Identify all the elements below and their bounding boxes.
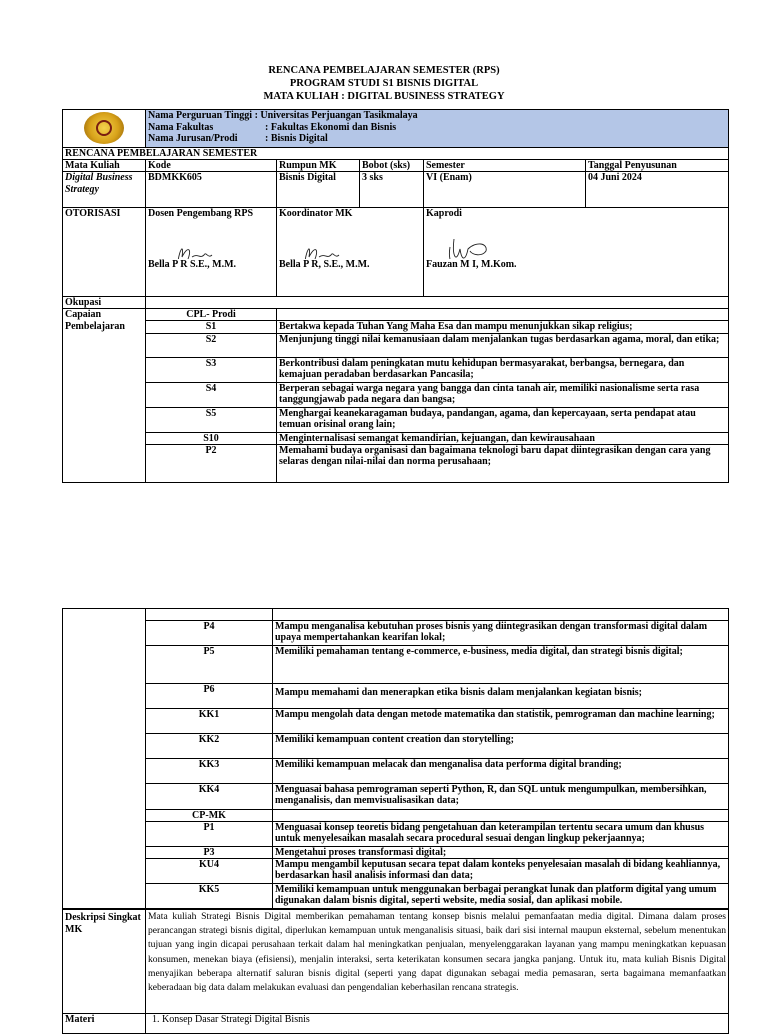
koordinator-name: Bella P R, S.E., M.M. [279, 259, 370, 270]
cpmk-text: Mengetahui proses transformasi digital; [273, 847, 729, 859]
cpmk-row [63, 847, 729, 859]
cp-code: S3 [146, 358, 277, 383]
cp-row [63, 709, 729, 734]
cp-code: S5 [146, 408, 277, 433]
dosen-name: Bella P R S.E., M.M. [148, 259, 237, 270]
cp-row [63, 784, 729, 810]
otorisasi-koordinator [277, 208, 424, 297]
cp-row [63, 445, 729, 483]
cpl-prodi-header-right [277, 309, 729, 321]
okupasi-label: Okupasi [63, 297, 146, 309]
cpmk-code: KU4 [146, 859, 273, 884]
cp-row [63, 408, 729, 433]
cpmk-code: P3 [146, 847, 273, 859]
cp-text: Menjunjung tinggi nilai kemanusiaan dalam menjalankan tugas berdasarkan agama, moral, dan etika; [277, 334, 729, 358]
cp-text: Menginternalisasi semangat kemandirian, kejuangan, dan kewirausahaan [277, 433, 729, 445]
capaian-continued [63, 609, 146, 909]
cp-code: KK2 [146, 734, 273, 759]
cp-code: KK4 [146, 784, 273, 810]
cp-row [63, 734, 729, 759]
col-header-rumpun: Rumpun MK [277, 160, 360, 172]
cp-row [63, 621, 729, 646]
cp-text: Mampu menganalisa kebutuhan proses bisnis yang diintegrasikan dengan transformasi digital dalam upaya mempertahankan kearifan lokal; [273, 621, 729, 646]
blank-cell [146, 609, 273, 621]
fakultas-label: Nama Fakultas [148, 121, 214, 133]
cp-row [63, 383, 729, 408]
cpmk-code: KK5 [146, 884, 273, 909]
cpmk-text: Memiliki kemampuan untuk menggunakan berbagai perangkat lunak dan platform digital yang umum digunakan dalam bisnis digital, seperti website, media sosial, dan aplikasi mobile. [273, 884, 729, 909]
pt-value: : Universitas Perjuangan Tasikmalaya [254, 110, 418, 121]
rps-table-page-2-desc [62, 909, 729, 1034]
prodi-label: Nama Jurusan/Prodi [148, 133, 238, 144]
logo-cell [63, 110, 146, 148]
course-name: Digital Business Strategy [63, 172, 146, 208]
materi-item: 1. Konsep Dasar Strategi Digital Bisnis [146, 1014, 729, 1034]
deskripsi-label: Deskripsi Singkat MK [63, 910, 146, 1014]
course-semester: VI (Enam) [424, 172, 586, 208]
dosen-label: Dosen Pengembang RPS [148, 208, 254, 219]
cpl-prodi-header: CPL- Prodi [146, 309, 277, 321]
cpmk-header: CP-MK [146, 810, 273, 822]
cp-code: KK1 [146, 709, 273, 734]
cp-code: S1 [146, 321, 277, 334]
course-tanggal: 04 Juni 2024 [586, 172, 729, 208]
cp-text: Memiliki pemahaman tentang e-commerce, e-business, media digital, dan strategi bisnis digital; [273, 646, 729, 684]
kaprodi-label: Kaprodi [426, 208, 462, 219]
cp-row [63, 334, 729, 358]
cp-text: Berkontribusi dalam peningkatan mutu kehidupan bermasyarakat, berbangsa, bernegara, dan kemajuan peradaban berdasarkan Pancasila; [277, 358, 729, 383]
koordinator-label: Koordinator MK [279, 208, 353, 219]
cp-text: Bertakwa kepada Tuhan Yang Maha Esa dan mampu menunjukkan sikap religius; [277, 321, 729, 334]
cpmk-text: Menguasai konsep teoretis bidang pengetahuan dan keterampilan tertentu secara umum dan khusus untuk menyelesaikan masalah secara procedural sesuai dengan lingkup pekerjaannya; [273, 822, 729, 847]
kaprodi-signature [426, 219, 546, 259]
otorisasi-kaprodi [424, 208, 729, 297]
cp-row [63, 433, 729, 445]
prodi-value: : Bisnis Digital [265, 133, 328, 144]
fakultas-value: : Fakultas Ekonomi dan Bisnis [265, 121, 397, 133]
capaian-label: Capaian Pembelajaran [63, 309, 146, 483]
doc-title-line-1: RENCANA PEMBELAJARAN SEMESTER (RPS) [268, 65, 500, 76]
cpmk-code: P1 [146, 822, 273, 847]
cp-code: P6 [146, 684, 273, 709]
university-logo [84, 112, 124, 144]
course-code: BDMKK605 [146, 172, 277, 208]
cp-text: Menguasai bahasa pemrograman seperti Python, R, dan SQL untuk mengumpulkan, membersihkan, menganalisis, dan memvisualisasikan data; [273, 784, 729, 810]
cp-code: S10 [146, 433, 277, 445]
cpmk-text: Mampu mengambil keputusan secara tepat dalam konteks penyelesaian masalah di bidang keahliannya, berdasarkan hasil analisis informasi dan data; [273, 859, 729, 884]
rps-table-page-2 [62, 608, 729, 909]
cp-text: Memiliki kemampuan content creation dan storytelling; [273, 734, 729, 759]
cpmk-row [63, 822, 729, 847]
cp-row [63, 646, 729, 684]
materi-label: Materi [63, 1014, 146, 1034]
cpmk-row [63, 884, 729, 909]
doc-title-line-2: PROGRAM STUDI S1 BISNIS DIGITAL [289, 78, 479, 89]
col-header-mata-kuliah: Mata Kuliah [63, 160, 146, 172]
cp-row [63, 684, 729, 709]
rps-section-title: RENCANA PEMBELAJARAN SEMESTER [63, 148, 729, 160]
cp-code: P4 [146, 621, 273, 646]
institution-info [146, 110, 729, 148]
col-header-tanggal: Tanggal Penyusunan [586, 160, 729, 172]
doc-title-line-3: MATA KULIAH : DIGITAL BUSINESS STRATEGY [263, 91, 505, 102]
cp-text: Berperan sebagai warga negara yang bangga dan cinta tanah air, memiliki nasionalisme serta rasa tanggungjawab pada negara dan bangsa; [277, 383, 729, 408]
pt-label: Nama Perguruan Tinggi [148, 110, 253, 121]
cp-code: P5 [146, 646, 273, 684]
cp-code: KK3 [146, 759, 273, 784]
okupasi-value [146, 297, 729, 309]
cp-text: Mampu memahami dan menerapkan etika bisnis dalam menjalankan kegiatan bisnis; [273, 684, 729, 709]
cp-text: Memahami budaya organisasi dan bagaimana teknologi baru dapat diintegrasikan dengan cara yang selaras dengan nilai-nilai dan norma perusahaan; [277, 445, 729, 483]
rps-table-page-1 [62, 109, 729, 483]
cp-code: S4 [146, 383, 277, 408]
cp-row [63, 759, 729, 784]
cp-text: Menghargai keanekaragaman budaya, pandangan, agama, dan kepercayaan, serta pendapat atau temuan orisinal orang lain; [277, 408, 729, 433]
document-page-1 [0, 64, 768, 103]
cp-code: P2 [146, 445, 277, 483]
col-header-semester: Semester [424, 160, 586, 172]
cp-row [63, 358, 729, 383]
course-bobot: 3 sks [360, 172, 424, 208]
koordinator-signature [279, 219, 399, 259]
blank-cell [273, 609, 729, 621]
deskripsi-text: Mata kuliah Strategi Bisnis Digital memberikan pemahaman tentang konsep bisnis melalui pemanfaatan media digital. Dimana dalam proses perancangan strategi bisnis digital, diperlukan kemampuan untuk menganalisis situasi, baik dari sisi internal maupun eksternal, sebelum menentukan tujuan yang ingin dicapai perusahaan terkait dalam hal meningkatkan penjualan, menyelenggarakan layanan yang mampu meningkatkan kepuasan konsumen, menekan biaya (efisiensi), menjalin interaksi, serta keterikatan konsumen secara jangka panjang. Untuk itu, mata kuliah Bisnis Digital menyajikan beberapa alternatif saluran bisnis digital (seperti yang dapat digunakan sebagai media pemasaran, serta bagaimana memanfaatkan keberadaan big data dalam melakukan evaluasi dan pengendalian keberhasilan rencana strategis. [146, 910, 729, 1014]
cp-text: Mampu mengolah data dengan metode matematika dan statistik, pemrograman dan machine learning; [273, 709, 729, 734]
col-header-kode: Kode [146, 160, 277, 172]
dosen-signature [148, 219, 268, 259]
otorisasi-label: OTORISASI [63, 208, 146, 297]
kaprodi-name: Fauzan M I, M.Kom. [426, 259, 517, 270]
cp-text: Memiliki kemampuan melacak dan menganalisa data performa digital branding; [273, 759, 729, 784]
cp-row [63, 321, 729, 334]
col-header-bobot: Bobot (sks) [360, 160, 424, 172]
cp-code: S2 [146, 334, 277, 358]
course-rumpun: Bisnis Digital [277, 172, 360, 208]
otorisasi-dosen [146, 208, 277, 297]
blank-cell [273, 810, 729, 822]
cpmk-row [63, 859, 729, 884]
